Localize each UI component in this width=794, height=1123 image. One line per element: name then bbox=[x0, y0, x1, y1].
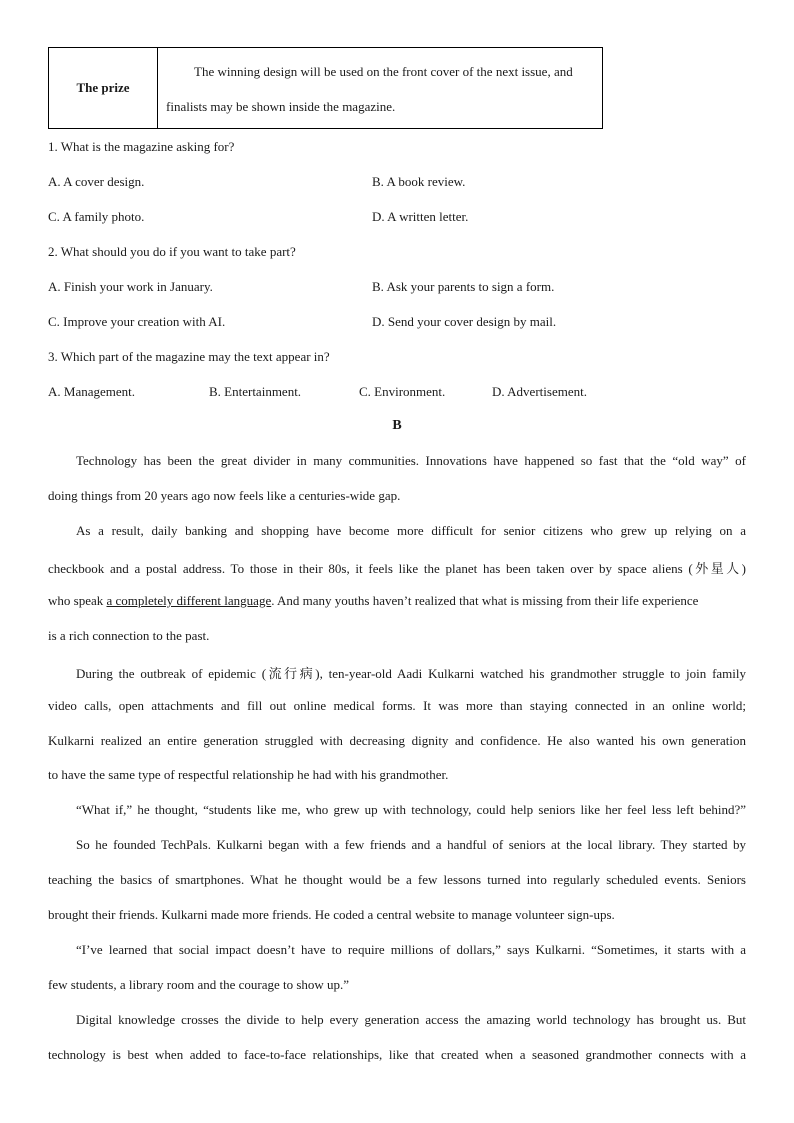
passage-line: is a rich connection to the past. bbox=[48, 628, 210, 643]
passage-line: few students, a library room and the courage to show up.” bbox=[48, 977, 350, 992]
question-1-stem: 1. What is the magazine asking for? bbox=[48, 139, 235, 154]
question-1-option-d: D. A written letter. bbox=[372, 209, 469, 224]
passage-line: technology is best when added to face-to-face relationships, like that created when a seasoned grandmother connects with a bbox=[48, 1047, 746, 1062]
passage-line: checkbook and a postal address. To those in their 80s, it feels like the planet has been taken over by space aliens (外星人) bbox=[48, 561, 746, 576]
passage-line: teaching the basics of smartphones. What he thought would be a few lessons turned into regularly scheduled events. Seniors bbox=[48, 872, 746, 887]
passage-line: Technology has been the great divider in many communities. Innovations have happened so fast that the “old way” of bbox=[76, 453, 746, 468]
underlined-phrase: a completely different language bbox=[106, 593, 272, 608]
prize-table bbox=[48, 47, 603, 129]
question-3-option-a: A. Management. bbox=[48, 384, 136, 399]
question-1-option-b: B. A book review. bbox=[372, 174, 466, 189]
passage-line: So he founded TechPals. Kulkarni began with a few friends and a handful of seniors at the local library. They started by bbox=[76, 837, 746, 852]
question-2-option-d: D. Send your cover design by mail. bbox=[372, 314, 557, 329]
passage-line bbox=[48, 593, 698, 609]
question-2-option-c: C. Improve your creation with AI. bbox=[48, 314, 226, 329]
question-3-stem: 3. Which part of the magazine may the text appear in? bbox=[48, 349, 330, 364]
question-1-option-a: A. A cover design. bbox=[48, 174, 145, 189]
prize-text-line: The winning design will be used on the front cover of the next issue, and bbox=[194, 64, 573, 79]
question-2-stem: 2. What should you do if you want to take part? bbox=[48, 244, 296, 259]
question-2-option-a: A. Finish your work in January. bbox=[48, 279, 213, 294]
question-3-option-b: B. Entertainment. bbox=[209, 384, 302, 399]
question-3-option-d: D. Advertisement. bbox=[492, 384, 587, 399]
passage-line: “What if,” he thought, “students like me, who grew up with technology, could help seniors like her feel less left behind?” bbox=[76, 802, 746, 817]
passage-line: Kulkarni realized an entire generation struggled with decreasing dignity and confidence. He also wanted his own generation bbox=[48, 733, 746, 748]
passage-line: video calls, open attachments and fill out online medical forms. It was more than staying connected in an online world; bbox=[48, 698, 746, 713]
section-title: B bbox=[392, 418, 402, 433]
question-1-option-c: C. A family photo. bbox=[48, 209, 145, 224]
passage-line: During the outbreak of epidemic (流行病), ten-year-old Aadi Kulkarni watched his grandmother struggle to join family bbox=[76, 666, 746, 681]
question-3-option-c: C. Environment. bbox=[359, 384, 446, 399]
passage-text: who speak bbox=[48, 593, 104, 608]
passage-text: . And many youths haven’t realized that what is missing from their life experience bbox=[271, 593, 699, 608]
passage-line: doing things from 20 years ago now feels like a centuries-wide gap. bbox=[48, 488, 401, 503]
passage-line: “I’ve learned that social impact doesn’t have to require millions of dollars,” says Kulkarni. “Sometimes, it starts with a bbox=[76, 942, 746, 957]
prize-label: The prize bbox=[49, 48, 158, 128]
question-2-option-b: B. Ask your parents to sign a form. bbox=[372, 279, 555, 294]
prize-text-line: finalists may be shown inside the magazine. bbox=[166, 99, 396, 114]
passage-line: to have the same type of respectful relationship he had with his grandmother. bbox=[48, 767, 449, 782]
passage-line: As a result, daily banking and shopping have become more difficult for senior citizens who grew up relying on a bbox=[76, 523, 746, 538]
passage-line: brought their friends. Kulkarni made more friends. He coded a central website to manage volunteer sign-ups. bbox=[48, 907, 615, 922]
prize-description bbox=[158, 48, 602, 128]
passage-line: Digital knowledge crosses the divide to help every generation access the amazing world technology has brought us. But bbox=[76, 1012, 746, 1027]
